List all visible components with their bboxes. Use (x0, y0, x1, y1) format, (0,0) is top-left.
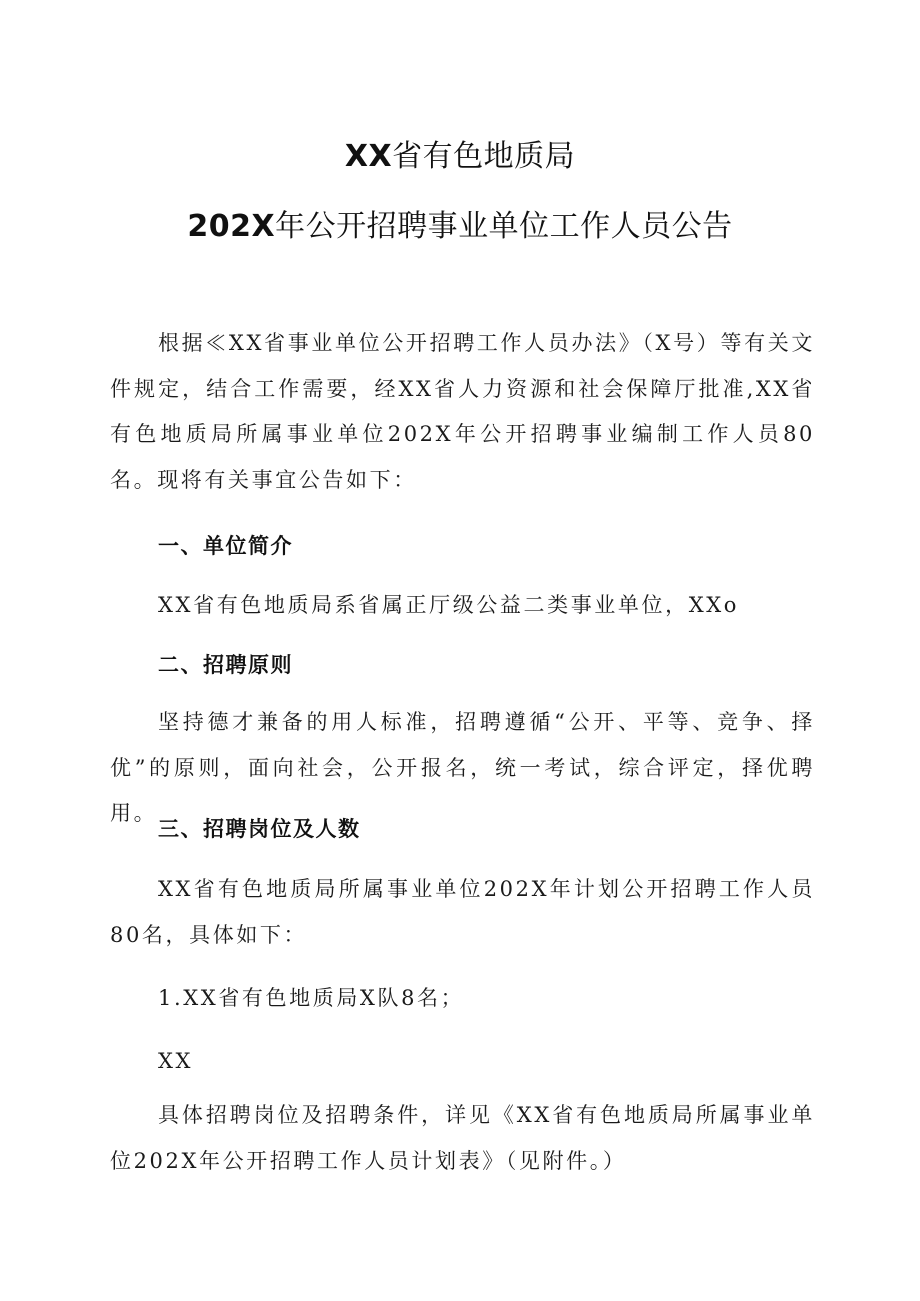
section-3-heading: 三、招聘岗位及人数 (158, 817, 361, 841)
section-3-body: XX省有色地质局所属事业单位202X年计划公开招聘工作人员80名，具体如下： (110, 877, 815, 947)
title-line1-bold: XX (344, 139, 393, 174)
section-3-details: 具体招聘岗位及招聘条件，详见《XX省有色地质局所属事业单位202X年公开招聘工作人员计划表》（见附件。） (110, 1103, 815, 1173)
section-1-heading: 一、单位简介 (158, 534, 293, 558)
section-3-item-1: 1.XX省有色地质局X队8名； (158, 986, 465, 1010)
section-2-body: 坚持德才兼备的用人标准，招聘遵循“公开、平等、竞争、择优”的原则，面向社会，公开报名，统一考试，综合评定，择优聘用。 (110, 710, 815, 825)
title-line1-text: 省有色地质局 (392, 139, 576, 174)
section-1-body: XX省有色地质局系省属正厅级公益二类事业单位，XXo (158, 593, 740, 617)
section-3-item-2: XX (158, 1049, 194, 1073)
section-2-heading: 二、招聘原则 (158, 653, 293, 677)
intro-paragraph: 根据≪XX省事业单位公开招聘工作人员办法》（X号）等有关文件规定，结合工作需要，经XX省人力资源和社会保障厅批准,XX省有色地质局所属事业单位202X年公开招聘事业编制工作人员80名。现将有关事宜公告如下： (110, 331, 815, 492)
document-title-line1 (0, 137, 920, 177)
title-line2-text: 年公开招聘事业单位工作人员公告 (275, 209, 733, 244)
title-line2-bold: 202X (187, 209, 276, 244)
document-title-line2 (0, 207, 920, 247)
